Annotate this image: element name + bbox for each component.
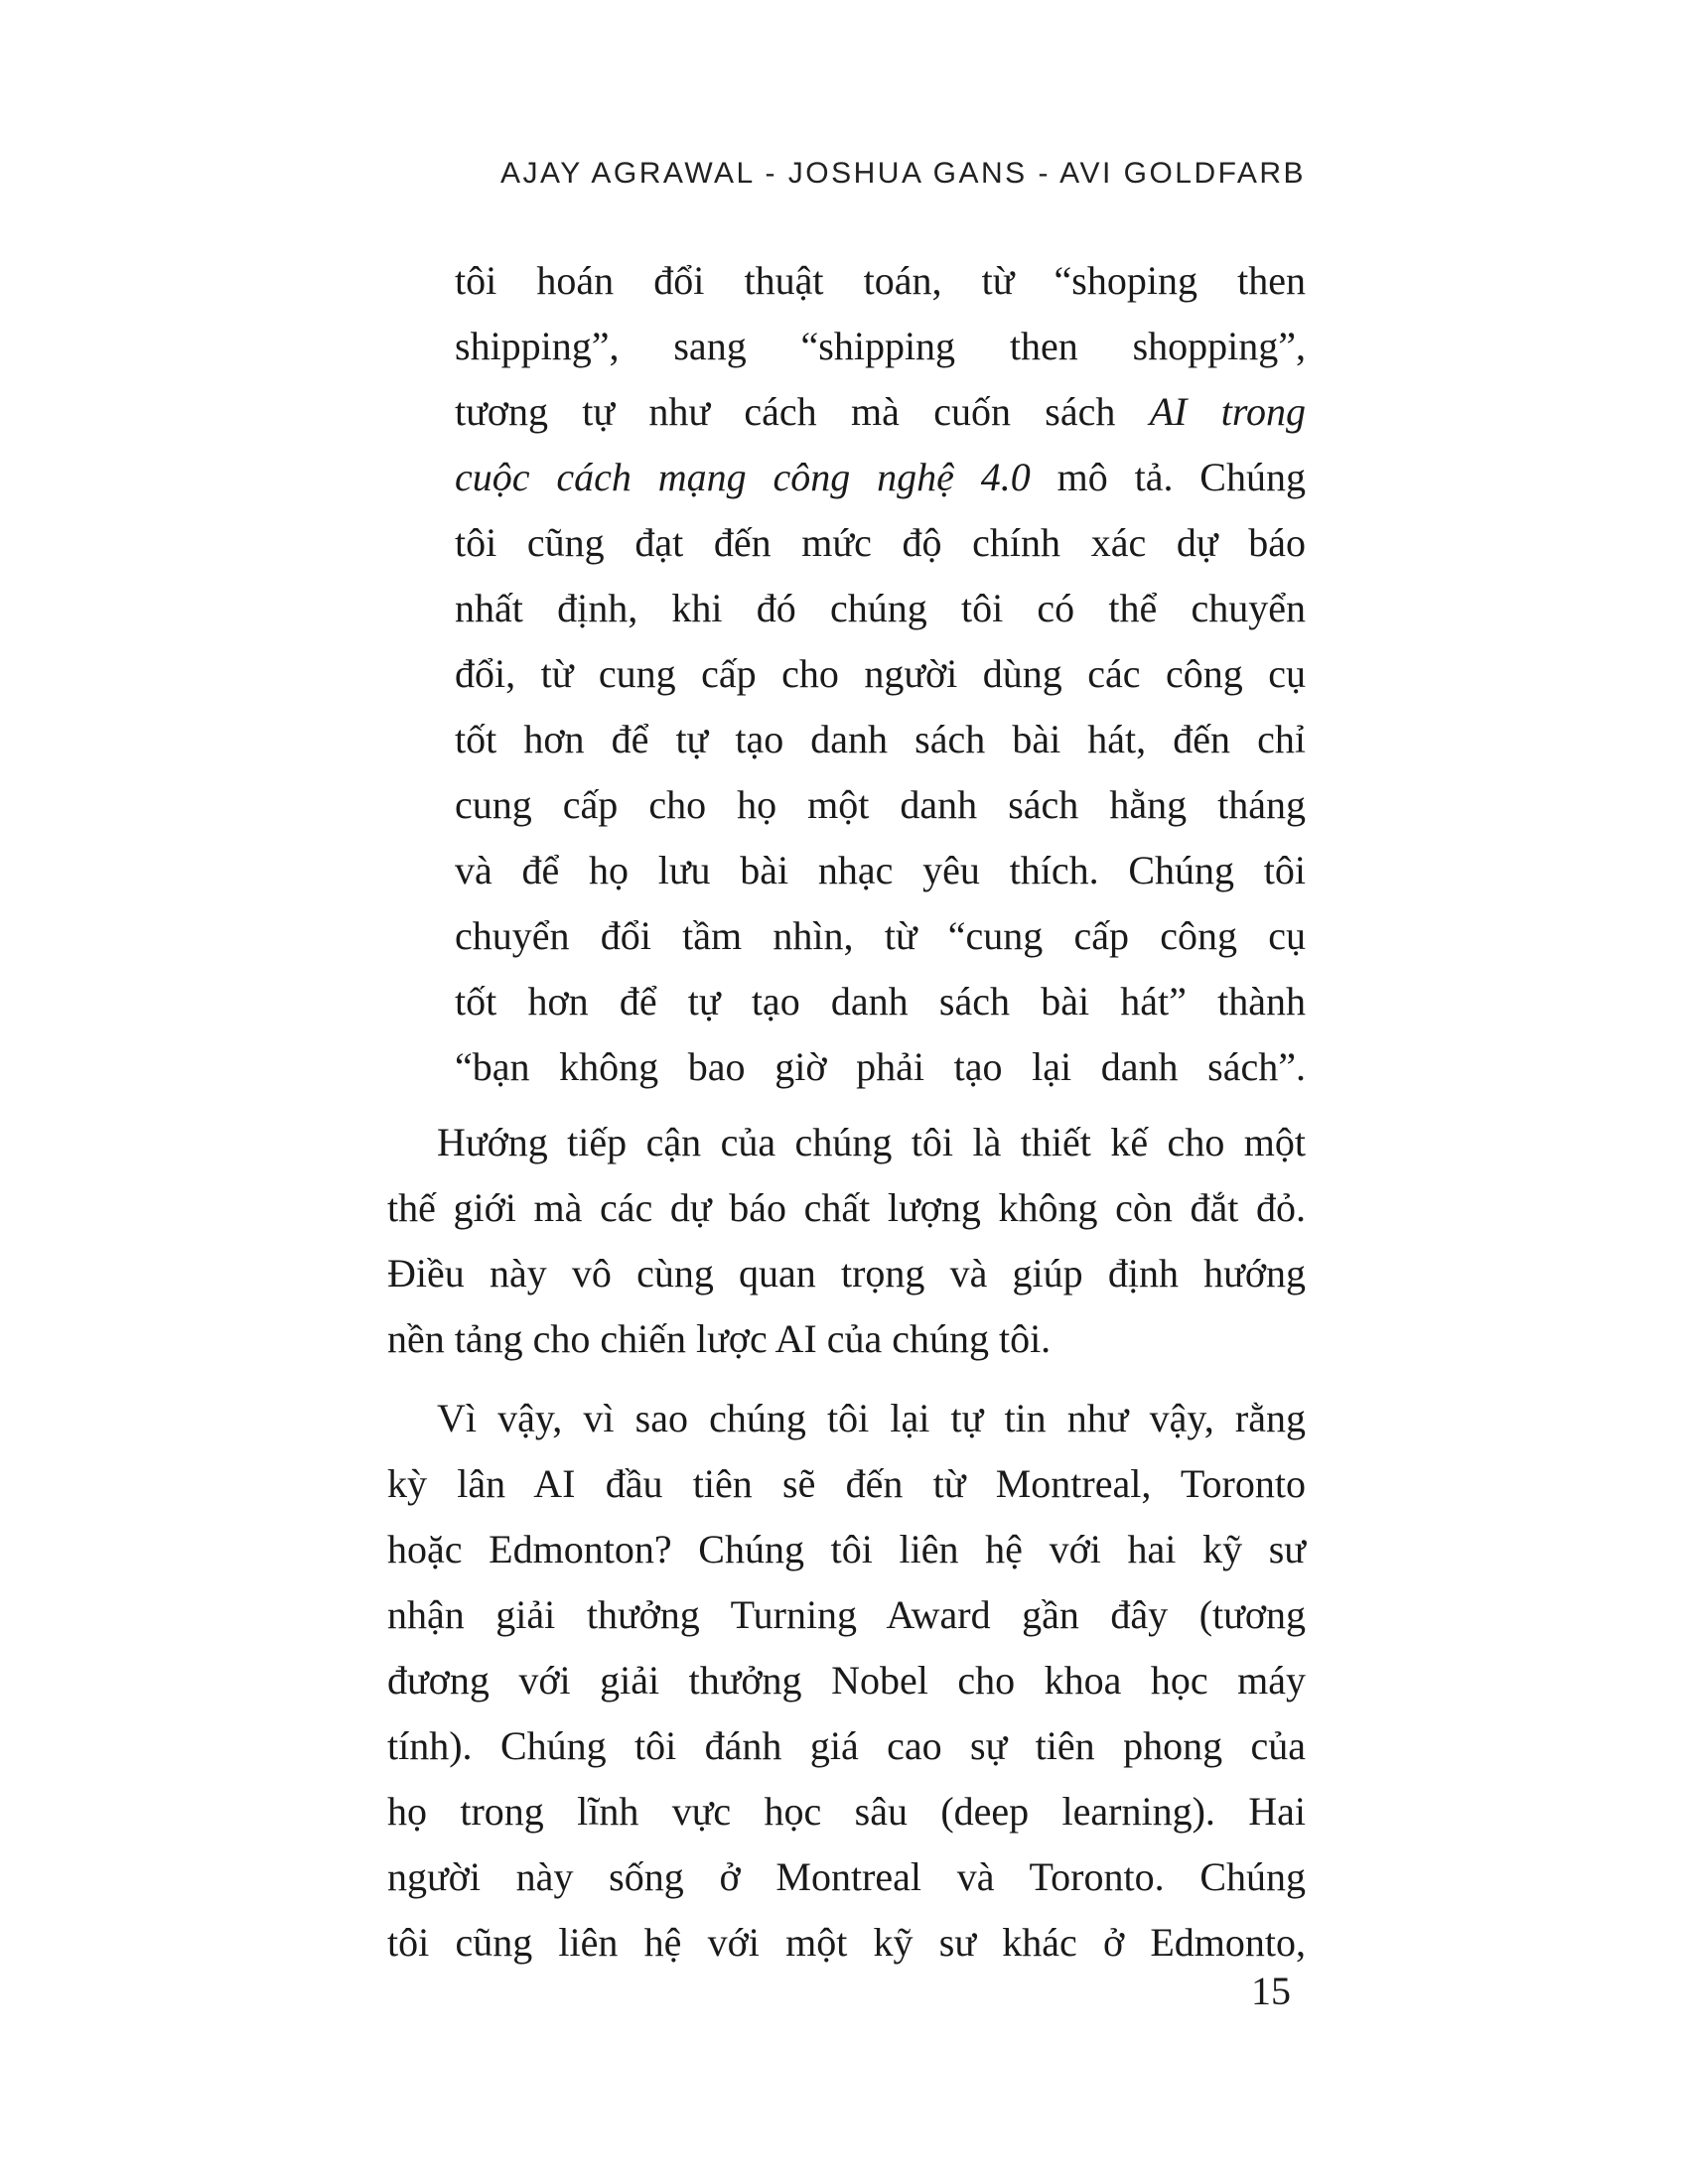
text-line: tương tự như cách mà cuốn sách AI trong — [455, 389, 1307, 434]
running-header: AJAY AGRAWAL - JOSHUA GANS - AVI GOLDFARB — [499, 157, 1306, 190]
text-line: chuyển đổi tầm nhìn, từ “cung cấp công cụ — [455, 913, 1306, 958]
text-line: tôi cũng liên hệ với một kỹ sư khác ở Edmonto, — [387, 1920, 1306, 1965]
body-paragraph-2 — [387, 1386, 1306, 1976]
text-line: và để họ lưu bài nhạc yêu thích. Chúng tôi — [455, 848, 1306, 892]
text-line: nhất định, khi đó chúng tôi có thể chuyển — [455, 586, 1306, 630]
body-paragraph-1 — [387, 1110, 1306, 1372]
text-line: nền tảng cho chiến lược AI của chúng tôi. — [387, 1316, 1052, 1361]
text-line: tốt hơn để tự tạo danh sách bài hát” thành — [455, 979, 1306, 1024]
text-line: Điều này vô cùng quan trọng và giúp định hướng — [387, 1251, 1306, 1296]
text-line: họ trong lĩnh vực học sâu (deep learning). Hai — [387, 1789, 1306, 1834]
text-line: tốt hơn để tự tạo danh sách bài hát, đến chỉ — [455, 717, 1306, 761]
text-line: thế giới mà các dự báo chất lượng không còn đắt đỏ. — [387, 1185, 1306, 1230]
text-line: “bạn không bao giờ phải tạo lại danh sách”. — [455, 1044, 1306, 1089]
text-line: hoặc Edmonton? Chúng tôi liên hệ với hai kỹ sư — [387, 1527, 1306, 1571]
text-line: cung cấp cho họ một danh sách hằng tháng — [455, 782, 1306, 827]
text-line: tính). Chúng tôi đánh giá cao sự tiên phong của — [387, 1723, 1306, 1768]
text-line: tôi cũng đạt đến mức độ chính xác dự báo — [455, 520, 1306, 565]
text-line: Vì vậy, vì sao chúng tôi lại tự tin như vậy, rằng — [437, 1396, 1306, 1440]
text-line: nhận giải thưởng Turning Award gần đây (tương — [387, 1592, 1306, 1637]
text-line: cuộc cách mạng công nghệ 4.0 mô tả. Chúng — [455, 455, 1306, 499]
text-line: đương với giải thưởng Nobel cho khoa học máy — [387, 1658, 1306, 1703]
page-number: 15 — [1251, 1969, 1291, 2013]
text-line: tôi hoán đổi thuật toán, từ “shoping then — [455, 258, 1306, 303]
text-line: Hướng tiếp cận của chúng tôi là thiết kế cho một — [437, 1120, 1306, 1164]
text-line: shipping”, sang “shipping then shopping”, — [455, 324, 1306, 368]
text-line: kỳ lân AI đầu tiên sẽ đến từ Montreal, Toronto — [387, 1461, 1306, 1506]
text-line: người này sống ở Montreal và Toronto. Chúng — [387, 1854, 1306, 1899]
text-line: đổi, từ cung cấp cho người dùng các công cụ — [455, 651, 1306, 696]
block-quote — [455, 248, 1306, 1100]
